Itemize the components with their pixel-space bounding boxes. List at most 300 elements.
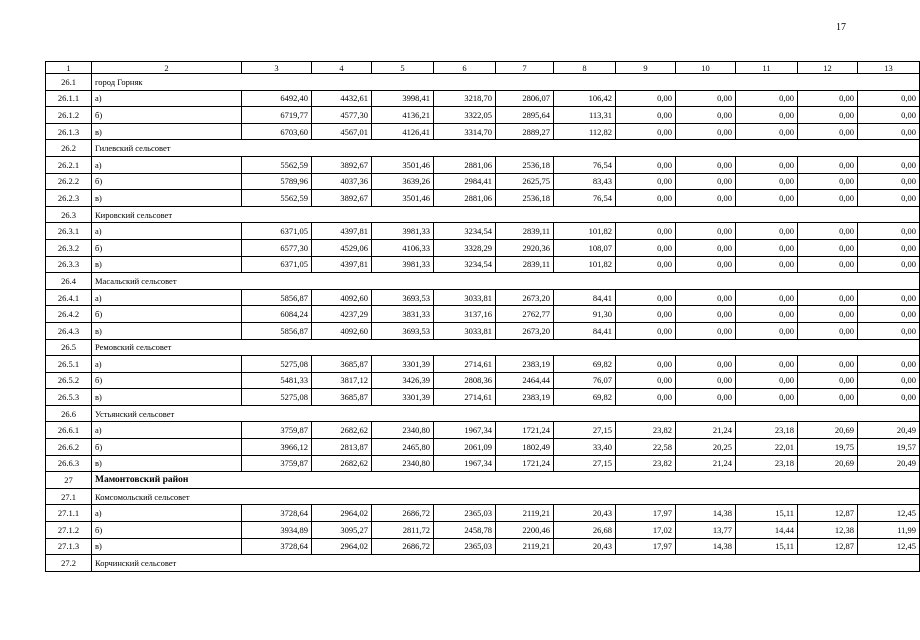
value-cell: 2682,62 [312,455,372,472]
column-header: 5 [372,62,434,74]
value-cell: 0,00 [798,256,858,273]
row-code: 26.3 [46,206,92,223]
value-cell: 3759,87 [242,455,312,472]
value-cell: 0,00 [858,289,920,306]
value-cell: 3234,54 [434,223,496,240]
value-cell: 0,00 [798,90,858,107]
value-cell: 2465,80 [372,439,434,456]
value-cell: 2119,21 [496,538,554,555]
column-header: 3 [242,62,312,74]
value-cell: 12,45 [858,505,920,522]
row-code: 26.5.2 [46,372,92,389]
value-cell: 76,54 [554,190,616,207]
value-cell: 6371,05 [242,223,312,240]
value-cell: 0,00 [676,256,736,273]
row-code: 27.1 [46,488,92,505]
value-cell: 0,00 [858,356,920,373]
row-code: 26.1.3 [46,123,92,140]
value-cell: 0,00 [858,90,920,107]
value-cell: 83,43 [554,173,616,190]
value-cell: 2813,87 [312,439,372,456]
value-cell: 15,11 [736,538,798,555]
value-cell: 0,00 [858,256,920,273]
row-variant-label: в) [92,389,242,406]
value-cell: 0,00 [616,289,676,306]
value-cell: 21,24 [676,455,736,472]
value-cell: 0,00 [676,156,736,173]
table-row [46,239,920,256]
value-cell: 3998,41 [372,90,434,107]
value-cell: 33,40 [554,439,616,456]
value-cell: 2536,18 [496,156,554,173]
value-cell: 2806,07 [496,90,554,107]
value-cell: 0,00 [616,190,676,207]
value-cell: 2458,78 [434,522,496,539]
table-row [46,156,920,173]
value-cell: 4092,60 [312,289,372,306]
value-cell: 0,00 [736,123,798,140]
row-variant-label: б) [92,173,242,190]
value-cell: 0,00 [736,372,798,389]
row-code: 26.4.1 [46,289,92,306]
table-row [46,123,920,140]
settlement-name: Гилевский сельсовет [92,140,920,157]
value-cell: 2881,06 [434,190,496,207]
table-row [46,538,920,555]
value-cell: 3728,64 [242,538,312,555]
value-cell: 3137,16 [434,306,496,323]
value-cell: 3301,39 [372,356,434,373]
settlement-name: Кировский сельсовет [92,206,920,223]
value-cell: 0,00 [616,239,676,256]
value-cell: 23,18 [736,422,798,439]
value-cell: 3685,87 [312,389,372,406]
table-row [46,289,920,306]
value-cell: 0,00 [798,123,858,140]
value-cell: 5789,96 [242,173,312,190]
value-cell: 3328,29 [434,239,496,256]
value-cell: 3095,27 [312,522,372,539]
value-cell: 3234,54 [434,256,496,273]
value-cell: 4567,01 [312,123,372,140]
table-row [46,223,920,240]
value-cell: 3693,53 [372,289,434,306]
value-cell: 69,82 [554,389,616,406]
value-cell: 0,00 [676,306,736,323]
value-cell: 0,00 [736,223,798,240]
row-code: 26.6.3 [46,455,92,472]
value-cell: 0,00 [616,372,676,389]
value-cell: 0,00 [858,239,920,256]
value-cell: 2200,46 [496,522,554,539]
value-cell: 14,44 [736,522,798,539]
value-cell: 15,11 [736,505,798,522]
value-cell: 5856,87 [242,322,312,339]
value-cell: 0,00 [676,239,736,256]
value-cell: 27,15 [554,455,616,472]
value-cell: 3981,33 [372,256,434,273]
value-cell: 0,00 [736,289,798,306]
table-row [46,372,920,389]
value-cell: 17,02 [616,522,676,539]
value-cell: 2383,19 [496,356,554,373]
value-cell: 3426,39 [372,372,434,389]
value-cell: 0,00 [616,223,676,240]
value-cell: 2808,36 [434,372,496,389]
row-code: 26.1.2 [46,107,92,124]
value-cell: 21,24 [676,422,736,439]
column-header: 4 [312,62,372,74]
value-cell: 0,00 [676,223,736,240]
value-cell: 12,87 [798,505,858,522]
value-cell: 91,30 [554,306,616,323]
value-cell: 4092,60 [312,322,372,339]
value-cell: 0,00 [858,372,920,389]
table-row [46,256,920,273]
value-cell: 0,00 [616,306,676,323]
value-cell: 27,15 [554,422,616,439]
row-code: 26.5 [46,339,92,356]
value-cell: 0,00 [798,322,858,339]
value-cell: 2881,06 [434,156,496,173]
value-cell: 84,41 [554,289,616,306]
value-cell: 0,00 [676,389,736,406]
value-cell: 6719,77 [242,107,312,124]
value-cell: 0,00 [736,256,798,273]
value-cell: 6492,40 [242,90,312,107]
value-cell: 20,49 [858,422,920,439]
section-row [46,273,920,290]
value-cell: 0,00 [798,372,858,389]
settlement-name: Устьянский сельсовет [92,405,920,422]
value-cell: 0,00 [676,123,736,140]
value-cell: 112,82 [554,123,616,140]
row-code: 26.5.1 [46,356,92,373]
row-variant-label: б) [92,439,242,456]
row-variant-label: б) [92,107,242,124]
value-cell: 0,00 [736,306,798,323]
row-code: 26.2.1 [46,156,92,173]
settlement-name: Корчинский сельсовет [92,555,920,572]
value-cell: 5275,08 [242,356,312,373]
row-variant-label: а) [92,505,242,522]
value-cell: 0,00 [858,223,920,240]
section-row [46,555,920,572]
value-cell: 3685,87 [312,356,372,373]
row-variant-label: а) [92,223,242,240]
row-code: 26.3.1 [46,223,92,240]
value-cell: 23,82 [616,455,676,472]
value-cell: 11,99 [858,522,920,539]
value-cell: 1967,34 [434,455,496,472]
value-cell: 22,01 [736,439,798,456]
value-cell: 0,00 [798,289,858,306]
value-cell: 4126,41 [372,123,434,140]
value-cell: 0,00 [858,322,920,339]
table-body [46,62,920,572]
value-cell: 0,00 [858,156,920,173]
value-cell: 0,00 [616,322,676,339]
row-variant-label: б) [92,239,242,256]
value-cell: 4237,29 [312,306,372,323]
table-row [46,422,920,439]
value-cell: 6371,05 [242,256,312,273]
value-cell: 1721,24 [496,422,554,439]
row-code: 26.2 [46,140,92,157]
value-cell: 20,43 [554,505,616,522]
value-cell: 14,38 [676,538,736,555]
value-cell: 4577,30 [312,107,372,124]
column-header: 12 [798,62,858,74]
value-cell: 2536,18 [496,190,554,207]
row-variant-label: а) [92,90,242,107]
value-cell: 0,00 [616,107,676,124]
table-row [46,90,920,107]
value-cell: 0,00 [798,356,858,373]
row-code: 26.3.2 [46,239,92,256]
value-cell: 5275,08 [242,389,312,406]
value-cell: 2682,62 [312,422,372,439]
value-cell: 0,00 [798,156,858,173]
row-code: 27.2 [46,555,92,572]
value-cell: 5562,59 [242,190,312,207]
value-cell: 0,00 [798,239,858,256]
value-cell: 5562,59 [242,156,312,173]
value-cell: 12,45 [858,538,920,555]
settlement-name: Масальский сельсовет [92,273,920,290]
value-cell: 76,07 [554,372,616,389]
value-cell: 22,58 [616,439,676,456]
value-cell: 0,00 [616,123,676,140]
value-cell: 0,00 [736,90,798,107]
row-code: 26.4.2 [46,306,92,323]
value-cell: 0,00 [736,356,798,373]
value-cell: 101,82 [554,223,616,240]
value-cell: 20,69 [798,455,858,472]
value-cell: 2365,03 [434,505,496,522]
row-code: 26.6 [46,405,92,422]
value-cell: 4106,33 [372,239,434,256]
section-row [46,140,920,157]
row-code: 26.3.3 [46,256,92,273]
value-cell: 2964,02 [312,538,372,555]
section-row [46,405,920,422]
table-row [46,190,920,207]
value-cell: 1802,49 [496,439,554,456]
value-cell: 0,00 [858,190,920,207]
row-code: 26.4.3 [46,322,92,339]
row-code: 27.1.3 [46,538,92,555]
row-variant-label: в) [92,455,242,472]
value-cell: 0,00 [798,306,858,323]
value-cell: 0,00 [798,173,858,190]
value-cell: 0,00 [676,322,736,339]
value-cell: 2625,75 [496,173,554,190]
section-row [46,488,920,505]
value-cell: 0,00 [736,107,798,124]
value-cell: 0,00 [616,256,676,273]
value-cell: 3301,39 [372,389,434,406]
row-code: 26.2.2 [46,173,92,190]
value-cell: 1967,34 [434,422,496,439]
value-cell: 0,00 [858,123,920,140]
value-cell: 3981,33 [372,223,434,240]
value-cell: 0,00 [616,173,676,190]
value-cell: 0,00 [676,372,736,389]
value-cell: 0,00 [798,389,858,406]
value-cell: 0,00 [736,190,798,207]
settlement-name: город Горняк [92,74,920,91]
column-header: 8 [554,62,616,74]
value-cell: 19,75 [798,439,858,456]
value-cell: 17,97 [616,538,676,555]
row-variant-label: б) [92,522,242,539]
row-code: 26.4 [46,273,92,290]
table-row [46,522,920,539]
value-cell: 0,00 [616,90,676,107]
row-variant-label: б) [92,372,242,389]
value-cell: 20,69 [798,422,858,439]
value-cell: 2686,72 [372,538,434,555]
value-cell: 0,00 [858,389,920,406]
value-cell: 2340,80 [372,422,434,439]
value-cell: 4397,81 [312,223,372,240]
column-header: 13 [858,62,920,74]
value-cell: 2714,61 [434,356,496,373]
value-cell: 2061,09 [434,439,496,456]
value-cell: 2762,77 [496,306,554,323]
row-code: 27.1.2 [46,522,92,539]
value-cell: 1721,24 [496,455,554,472]
value-cell: 0,00 [798,190,858,207]
value-cell: 69,82 [554,356,616,373]
value-cell: 5856,87 [242,289,312,306]
value-cell: 2686,72 [372,505,434,522]
value-cell: 20,25 [676,439,736,456]
value-cell: 108,07 [554,239,616,256]
value-cell: 84,41 [554,322,616,339]
value-cell: 0,00 [616,389,676,406]
value-cell: 2714,61 [434,389,496,406]
row-code: 27 [46,472,92,489]
value-cell: 23,82 [616,422,676,439]
value-cell: 2119,21 [496,505,554,522]
row-code: 27.1.1 [46,505,92,522]
row-variant-label: в) [92,123,242,140]
value-cell: 2984,41 [434,173,496,190]
row-variant-label: а) [92,422,242,439]
row-variant-label: в) [92,322,242,339]
table-row [46,107,920,124]
value-cell: 26,68 [554,522,616,539]
value-cell: 2839,11 [496,256,554,273]
value-cell: 113,31 [554,107,616,124]
value-cell: 3501,46 [372,156,434,173]
value-cell: 2920,36 [496,239,554,256]
table-row [46,322,920,339]
settlement-name: Ремовский сельсовет [92,339,920,356]
value-cell: 4136,21 [372,107,434,124]
tariff-table [45,61,920,572]
value-cell: 2673,20 [496,289,554,306]
value-cell: 12,87 [798,538,858,555]
table-row [46,356,920,373]
value-cell: 2889,27 [496,123,554,140]
row-code: 26.2.3 [46,190,92,207]
column-header: 7 [496,62,554,74]
table-row [46,455,920,472]
value-cell: 0,00 [736,239,798,256]
value-cell: 2895,64 [496,107,554,124]
table-row [46,173,920,190]
value-cell: 4037,36 [312,173,372,190]
value-cell: 2839,11 [496,223,554,240]
value-cell: 0,00 [616,356,676,373]
value-cell: 0,00 [798,107,858,124]
value-cell: 2811,72 [372,522,434,539]
value-cell: 2673,20 [496,322,554,339]
column-header: 2 [92,62,242,74]
column-header: 9 [616,62,676,74]
row-variant-label: а) [92,356,242,373]
column-header: 6 [434,62,496,74]
section-row [46,339,920,356]
value-cell: 0,00 [676,173,736,190]
value-cell: 12,38 [798,522,858,539]
row-code: 26.6.2 [46,439,92,456]
row-variant-label: а) [92,289,242,306]
value-cell: 0,00 [676,190,736,207]
value-cell: 76,54 [554,156,616,173]
value-cell: 0,00 [736,389,798,406]
value-cell: 3759,87 [242,422,312,439]
value-cell: 0,00 [676,90,736,107]
value-cell: 0,00 [676,107,736,124]
value-cell: 0,00 [736,173,798,190]
row-code: 26.1.1 [46,90,92,107]
row-variant-label: б) [92,306,242,323]
value-cell: 2340,80 [372,455,434,472]
value-cell: 3322,05 [434,107,496,124]
value-cell: 2383,19 [496,389,554,406]
value-cell: 4432,61 [312,90,372,107]
value-cell: 3033,81 [434,289,496,306]
column-header: 10 [676,62,736,74]
value-cell: 2964,02 [312,505,372,522]
page-number: 17 [836,22,846,33]
value-cell: 3218,70 [434,90,496,107]
value-cell: 3817,12 [312,372,372,389]
value-cell: 0,00 [858,173,920,190]
row-variant-label: в) [92,256,242,273]
settlement-name: Комсомольский сельсовет [92,488,920,505]
value-cell: 0,00 [858,107,920,124]
value-cell: 3033,81 [434,322,496,339]
value-cell: 3892,67 [312,190,372,207]
value-cell: 0,00 [736,322,798,339]
row-code: 26.5.3 [46,389,92,406]
value-cell: 3892,67 [312,156,372,173]
column-header: 11 [736,62,798,74]
table-row [46,389,920,406]
value-cell: 3639,26 [372,173,434,190]
section-row [46,206,920,223]
section-row [46,74,920,91]
value-cell: 3831,33 [372,306,434,323]
value-cell: 23,18 [736,455,798,472]
value-cell: 20,43 [554,538,616,555]
value-cell: 3728,64 [242,505,312,522]
